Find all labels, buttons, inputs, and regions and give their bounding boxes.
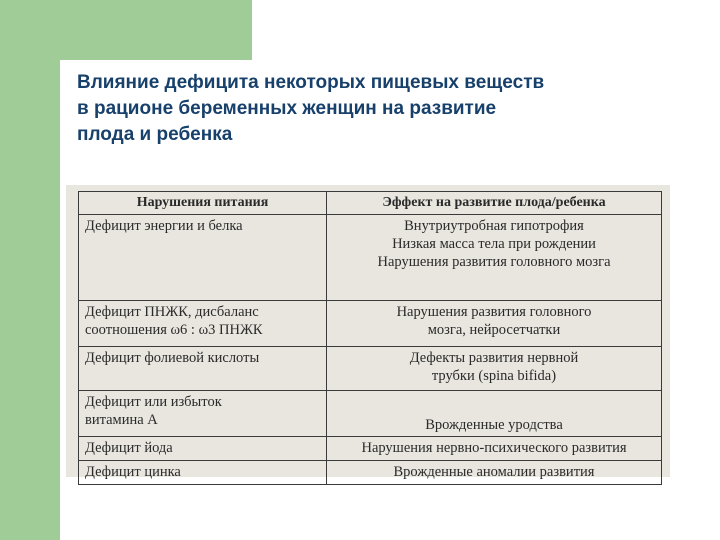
table-row	[79, 301, 662, 347]
green-accent-bar-left	[0, 0, 60, 540]
table-row	[79, 347, 662, 391]
scanned-table-image	[66, 185, 670, 480]
effect-text: Внутриутробная гипотрофия	[404, 218, 584, 234]
slide-title-line-3: плода и ребенка	[77, 124, 233, 145]
effect-text: Нарушения развития головного	[396, 304, 592, 320]
table-row	[79, 391, 662, 437]
effect-cell	[327, 347, 662, 391]
effect-cell	[327, 437, 662, 461]
cause-text: витамина А	[85, 412, 158, 428]
header-nutrition-disorders: Нарушения питания	[79, 192, 327, 215]
table-header-row	[79, 192, 662, 215]
effect-text: трубки (spina bifida)	[431, 368, 557, 384]
cause-text: Дефицит цинка	[85, 464, 181, 480]
cause-text: Дефицит йода	[85, 440, 173, 456]
green-accent-bar-top	[60, 0, 252, 60]
header-effect-on-development: Эффект на развитие плода/ребенка	[327, 192, 662, 215]
effect-cell	[327, 215, 662, 301]
cause-cell	[79, 391, 327, 437]
effect-text: Низкая масса тела при рождении	[392, 236, 596, 252]
effect-cell	[327, 301, 662, 347]
cause-text: Дефицит или избыток	[85, 394, 222, 410]
slide-title-line-1: Влияние дефицита некоторых пищевых веществ	[77, 72, 545, 93]
cause-cell	[79, 301, 327, 347]
cause-text: Дефицит фолиевой кислоты	[85, 350, 260, 366]
effect-text: Нарушения нервно-психического развития	[361, 440, 627, 456]
slide-title-line-2: в рационе беременных женщин на развитие	[77, 98, 497, 119]
effect-text: Врожденные аномалии развития	[393, 464, 595, 480]
cause-cell	[79, 215, 327, 301]
effect-text: Врожденные уродства	[425, 417, 563, 433]
cause-cell	[79, 347, 327, 391]
effect-text: Дефекты развития нервной	[409, 350, 579, 366]
slide-title	[77, 70, 697, 148]
table-row	[79, 461, 662, 485]
nutrition-effects-table	[78, 191, 662, 485]
cause-cell	[79, 437, 327, 461]
cause-text: Дефицит энергии и белка	[85, 218, 243, 234]
cause-cell	[79, 461, 327, 485]
effect-text: Нарушения развития головного мозга	[377, 254, 611, 270]
cause-text: соотношения ω6 : ω3 ПНЖК	[85, 322, 263, 338]
cause-text: Дефицит ПНЖК, дисбаланс	[85, 304, 259, 320]
table-row	[79, 437, 662, 461]
table-row	[79, 215, 662, 301]
effect-cell	[327, 461, 662, 485]
effect-text: мозга, нейросетчатки	[427, 322, 561, 338]
effect-cell	[327, 391, 662, 437]
